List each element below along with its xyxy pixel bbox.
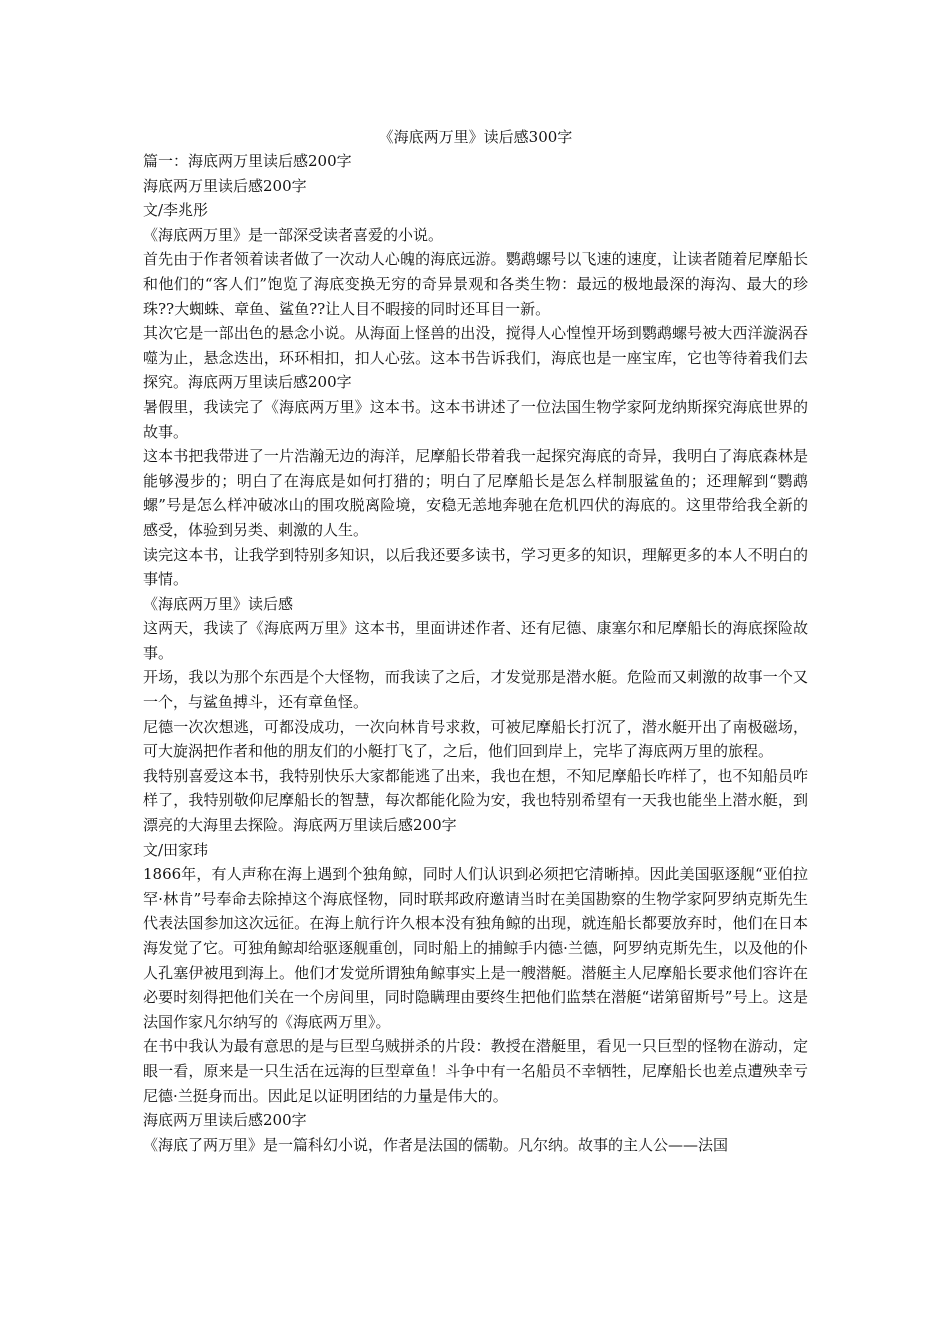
paragraph: 开场，我以为那个东西是个大怪物，而我读了之后，才发觉那是潜水艇。危险而又刺激的故事一个又一个，与鲨鱼搏斗，还有章鱼怪。 xyxy=(143,668,808,712)
paragraph: 暑假里，我读完了《海底两万里》这本书。这本书讲述了一位法国生物学家阿龙纳斯探究海底世界的故事。 xyxy=(143,397,808,441)
paragraph: 其次它是一部出色的悬念小说。从海面上怪兽的出没，搅得人心惶惶开场到鹦鹉螺号被大西洋漩涡吞噬为止，悬念迭出，环环相扣，扣人心弦。这本书告诉我们，海底也是一座宝库，它也等待着我们去探究。海底两万里读后感200字 xyxy=(143,324,808,392)
paragraph: 海底两万里读后感200字 xyxy=(143,176,307,195)
paragraph: 这本书把我带进了一片浩瀚无边的海洋，尼摩船长带着我一起探究海底的奇异，我明白了海底森林是能够漫步的；明白了在海底是如何打猎的；明白了尼摩船长是怎么样制服鲨鱼的；还理解到“鹦鹉螺”号是怎么样冲破冰山的围攻脱离险境，安稳无恙地奔驰在危机四伏的海底的。这里带给我全新的感受，体验到另类、刺激的人生。 xyxy=(143,447,808,539)
paragraph: 《海底两万里》是一部深受读者喜爱的小说。 xyxy=(143,225,444,244)
paragraph: 篇一：海底两万里读后感200字 xyxy=(143,152,352,170)
paragraph: 1866年，有人声称在海上遇到个独角鲸，同时人们认识到必须把它清晰掉。因此美国驱逐舰“亚伯拉罕·林肯”号奉命去除掉这个海底怪物，同时联邦政府邀请当时在美国勘察的生物学家阿罗纳克斯先生代表法国参加这次远征。在海上航行许久根本没有独角鲸的出现，就连船长都要放弃时，他们在日本海发觉了它。可独角鲸却给驱逐舰重创，同时船上的捕鲸手内德·兰德，阿罗纳克斯先生，以及他的仆人孔塞伊被甩到海上。他们才发觉所谓独角鲸事实上是一艘潜艇。潜艇主人尼摩船长要求他们容许在必要时刻得把他们关在一个房间里，同时隐瞒理由要终生把他们监禁在潜艇“诺第留斯号”号上。这是法国作家凡尔纳写的《海底两万里》。 xyxy=(143,865,808,1031)
paragraph: 尼德一次次想逃，可都没成功，一次向林肯号求救，可被尼摩船长打沉了，潜水艇开出了南极磁场，可大旋涡把作者和他的朋友们的小艇打飞了，之后，他们回到岸上，完毕了海底两万里的旅程。 xyxy=(143,717,808,761)
author-line: 文/李兆彤 xyxy=(143,201,209,220)
document-title: 《海底两万里》读后感300字 xyxy=(378,128,573,146)
author-line: 文/田家玮 xyxy=(143,840,209,859)
paragraph: 在书中我认为最有意思的是与巨型乌贼拼杀的片段：教授在潜艇里，看见一只巨型的怪物在游动，定眼一看，原来是一只生活在远海的巨型章鱼！斗争中有一名船员不幸牺牲，尼摩船长也差点遭殃幸亏尼德·兰挺身而出。因此足以证明团结的力量是伟大的。 xyxy=(143,1037,808,1105)
paragraph: 首先由于作者领着读者做了一次动人心魄的海底远游。鹦鹉螺号以飞速的速度，让读者随着尼摩船长和他们的“客人们”饱览了海底变换无穷的奇异景观和各类生物：最远的极地最深的海沟、最大的珍珠??大蜘蛛、章鱼、鲨鱼??让人目不暇接的同时还耳目一新。 xyxy=(143,250,808,318)
paragraph: 《海底了两万里》是一篇科幻小说，作者是法国的儒勒。凡尔纳。故事的主人公——法国 xyxy=(143,1135,729,1154)
document-page xyxy=(143,125,808,1157)
paragraph: 我特别喜爱这本书，我特别快乐大家都能逃了出来，我也在想，不知尼摩船长咋样了，也不知船员咋样了，我特别敬仰尼摩船长的智慧，每次都能化险为安，我也特别希望有一天我也能坐上潜水艇，到漂亮的大海里去探险。海底两万里读后感200字 xyxy=(143,766,808,835)
section-heading: 《海底两万里》读后感 xyxy=(143,594,294,613)
paragraph: 读完这本书，让我学到特别多知识，以后我还要多读书，学习更多的知识，理解更多的本人不明白的事情。 xyxy=(143,545,808,589)
section-heading: 海底两万里读后感200字 xyxy=(143,1111,307,1130)
paragraph: 这两天，我读了《海底两万里》这本书，里面讲述作者、还有尼德、康塞尔和尼摩船长的海底探险故事。 xyxy=(143,619,808,662)
